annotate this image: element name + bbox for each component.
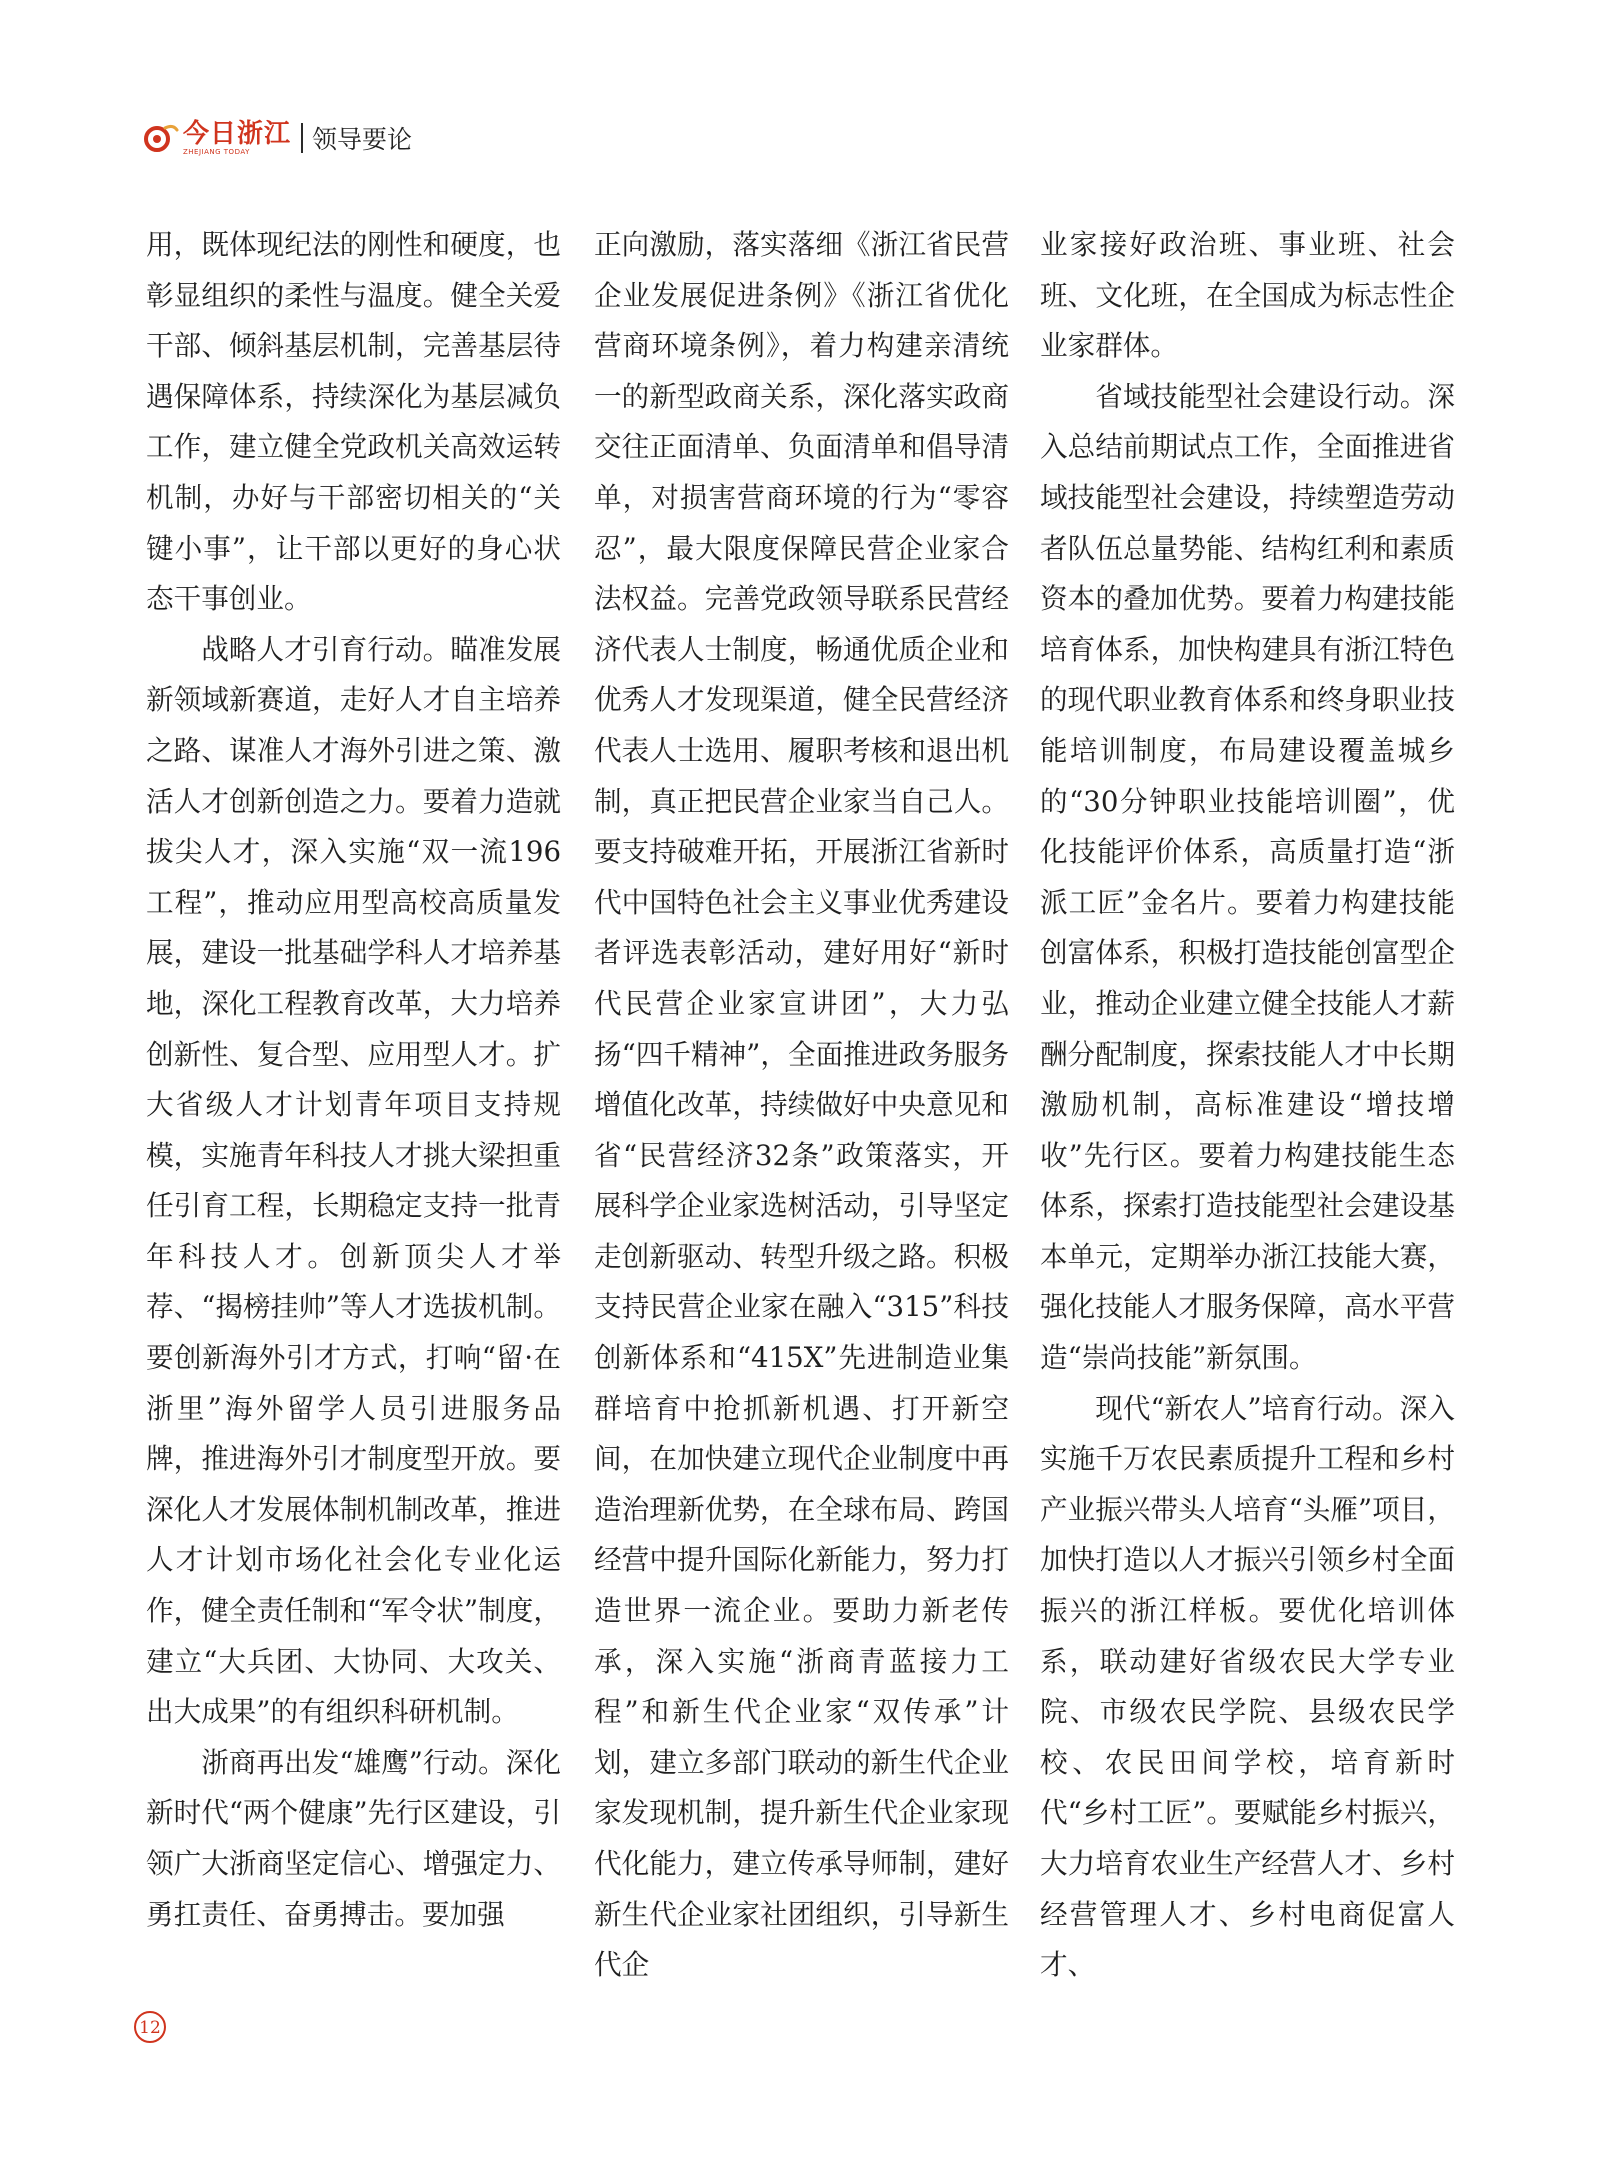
- paragraph: 现代“新农人”培育行动。深入实施千万农民素质提升工程和乡村产业振兴带头人培育“头雁”项目，加快打造以人才振兴引领乡村全面振兴的浙江样板。要优化培训体系，联动建好省级农民大学专业院、市级农民学院、县级农民学校、农民田间学校，培育新时代“乡村工匠”。要赋能乡村振兴，大力培育农业生产经营人才、乡村经营管理人才、乡村电商促富人才、: [1040, 1391, 1455, 1982]
- text-column-1: [146, 220, 561, 1940]
- text-column-3: [1040, 220, 1455, 1991]
- header-divider: [301, 123, 303, 153]
- paragraph: 省域技能型社会建设行动。深入总结前期试点工作，全面推进省域技能型社会建设，持续塑造劳动者队伍总量势能、结构红利和素质资本的叠加优势。要着力构建技能培育体系，加快构建具有浙江特色的现代职业教育体系和终身职业技能培训制度，布局建设覆盖城乡的“30分钟职业技能培训圈”，优化技能评价体系，高质量打造“浙派工匠”金名片。要着力构建技能创富体系，积极打造技能创富型企业，推动企业建立健全技能人才薪酬分配制度，探索技能人才中长期激励机制，高标准建设“增技增收”先行区。要着力构建技能生态体系，探索打造技能型社会建设基本单元，定期举办浙江技能大赛，强化技能人才服务保障，高水平营造“崇尚技能”新氛围。: [1040, 379, 1455, 1375]
- logo-chinese: 今日浙江: [183, 118, 292, 149]
- paragraph: 正向激励，落实落细《浙江省民营企业发展促进条例》《浙江省优化营商环境条例》，着力构建亲清统一的新型政商关系，深化落实政商交往正面清单、负面清单和倡导清单，对损害营商环境的行为“零容忍”，最大限度保障民营企业家合法权益。完善党政领导联系民营经济代表人士制度，畅通优质企业和优秀人才发现渠道，健全民营经济代表人士选用、履职考核和退出机制，真正把民营企业家当自己人。要支持破难开拓，开展浙江省新时代中国特色社会主义事业优秀建设者评选表彰活动，建好用好“新时代民营企业家宣讲团”，大力弘扬“四千精神”，全面推进政务服务增值化改革，持续做好中央意见和省“民营经济32条”政策落实，开展科学企业家选树活动，引导坚定走创新驱动、转型升级之路。积极支持民营企业家在融入“315”科技创新体系和“415X”先进制造业集群培育中抢抓新机遇、打开新空间，在加快建立现代企业制度中再造治理新优势，在全球布局、跨国经营中提升国际化新能力，努力打造世界一流企业。要助力新老传承，深入实施“浙商青蓝接力工程”和新生代企业家“双传承”计划，建立多部门联动的新生代企业家发现机制，提升新生代企业家现代化能力，建立传承导师制，建好新生代企业家社团组织，引导新生代企: [594, 228, 1009, 1982]
- paragraph: 浙商再出发“雄鹰”行动。深化新时代“两个健康”先行区建设，引领广大浙商坚定信心、增强定力、勇扛责任、奋勇搏击。要加强: [146, 1745, 561, 1931]
- text-column-2: [594, 220, 1009, 1991]
- page-number-text: 12: [139, 2018, 161, 2038]
- paragraph: 业家接好政治班、事业班、社会班、文化班，在全国成为标志性企业家群体。: [1040, 228, 1455, 363]
- section-title: 领导要论: [312, 125, 413, 154]
- page-header: [139, 118, 412, 158]
- paragraph: 战略人才引育行动。瞄准发展新领域新赛道，走好人才自主培养之路、谋准人才海外引进之策、激活人才创新创造之力。要着力造就拔尖人才，深入实施“双一流196工程”，推动应用型高校高质量发展，建设一批基础学科人才培养基地，深化工程教育改革，大力培养创新性、复合型、应用型人才。扩大省级人才计划青年项目支持规模，实施青年科技人才挑大梁担重任引育工程，长期稳定支持一批青年科技人才。创新顶尖人才举荐、“揭榜挂帅”等人才选拔机制。要创新海外引才方式，打响“留·在浙里”海外留学人员引进服务品牌，推进海外引才制度型开放。要深化人才发展体制机制改革，推进人才计划市场化社会化专业化运作，健全责任制和“军令状”制度，建立“大兵团、大协同、大攻关、出大成果”的有组织科研机制。: [146, 632, 561, 1729]
- page-number: [133, 2010, 167, 2044]
- logo-text: [183, 118, 292, 156]
- zhejiang-today-logo-icon: [139, 118, 179, 158]
- paragraph: 用，既体现纪法的刚性和硬度，也彰显组织的柔性与温度。健全关爱干部、倾斜基层机制，完善基层待遇保障体系，持续深化为基层减负工作，建立健全党政机关高效运转机制，办好与干部密切相关的“关键小事”，让干部以更好的身心状态干事创业。: [146, 228, 561, 616]
- logo-english: ZHEJIANG TODAY: [183, 147, 250, 156]
